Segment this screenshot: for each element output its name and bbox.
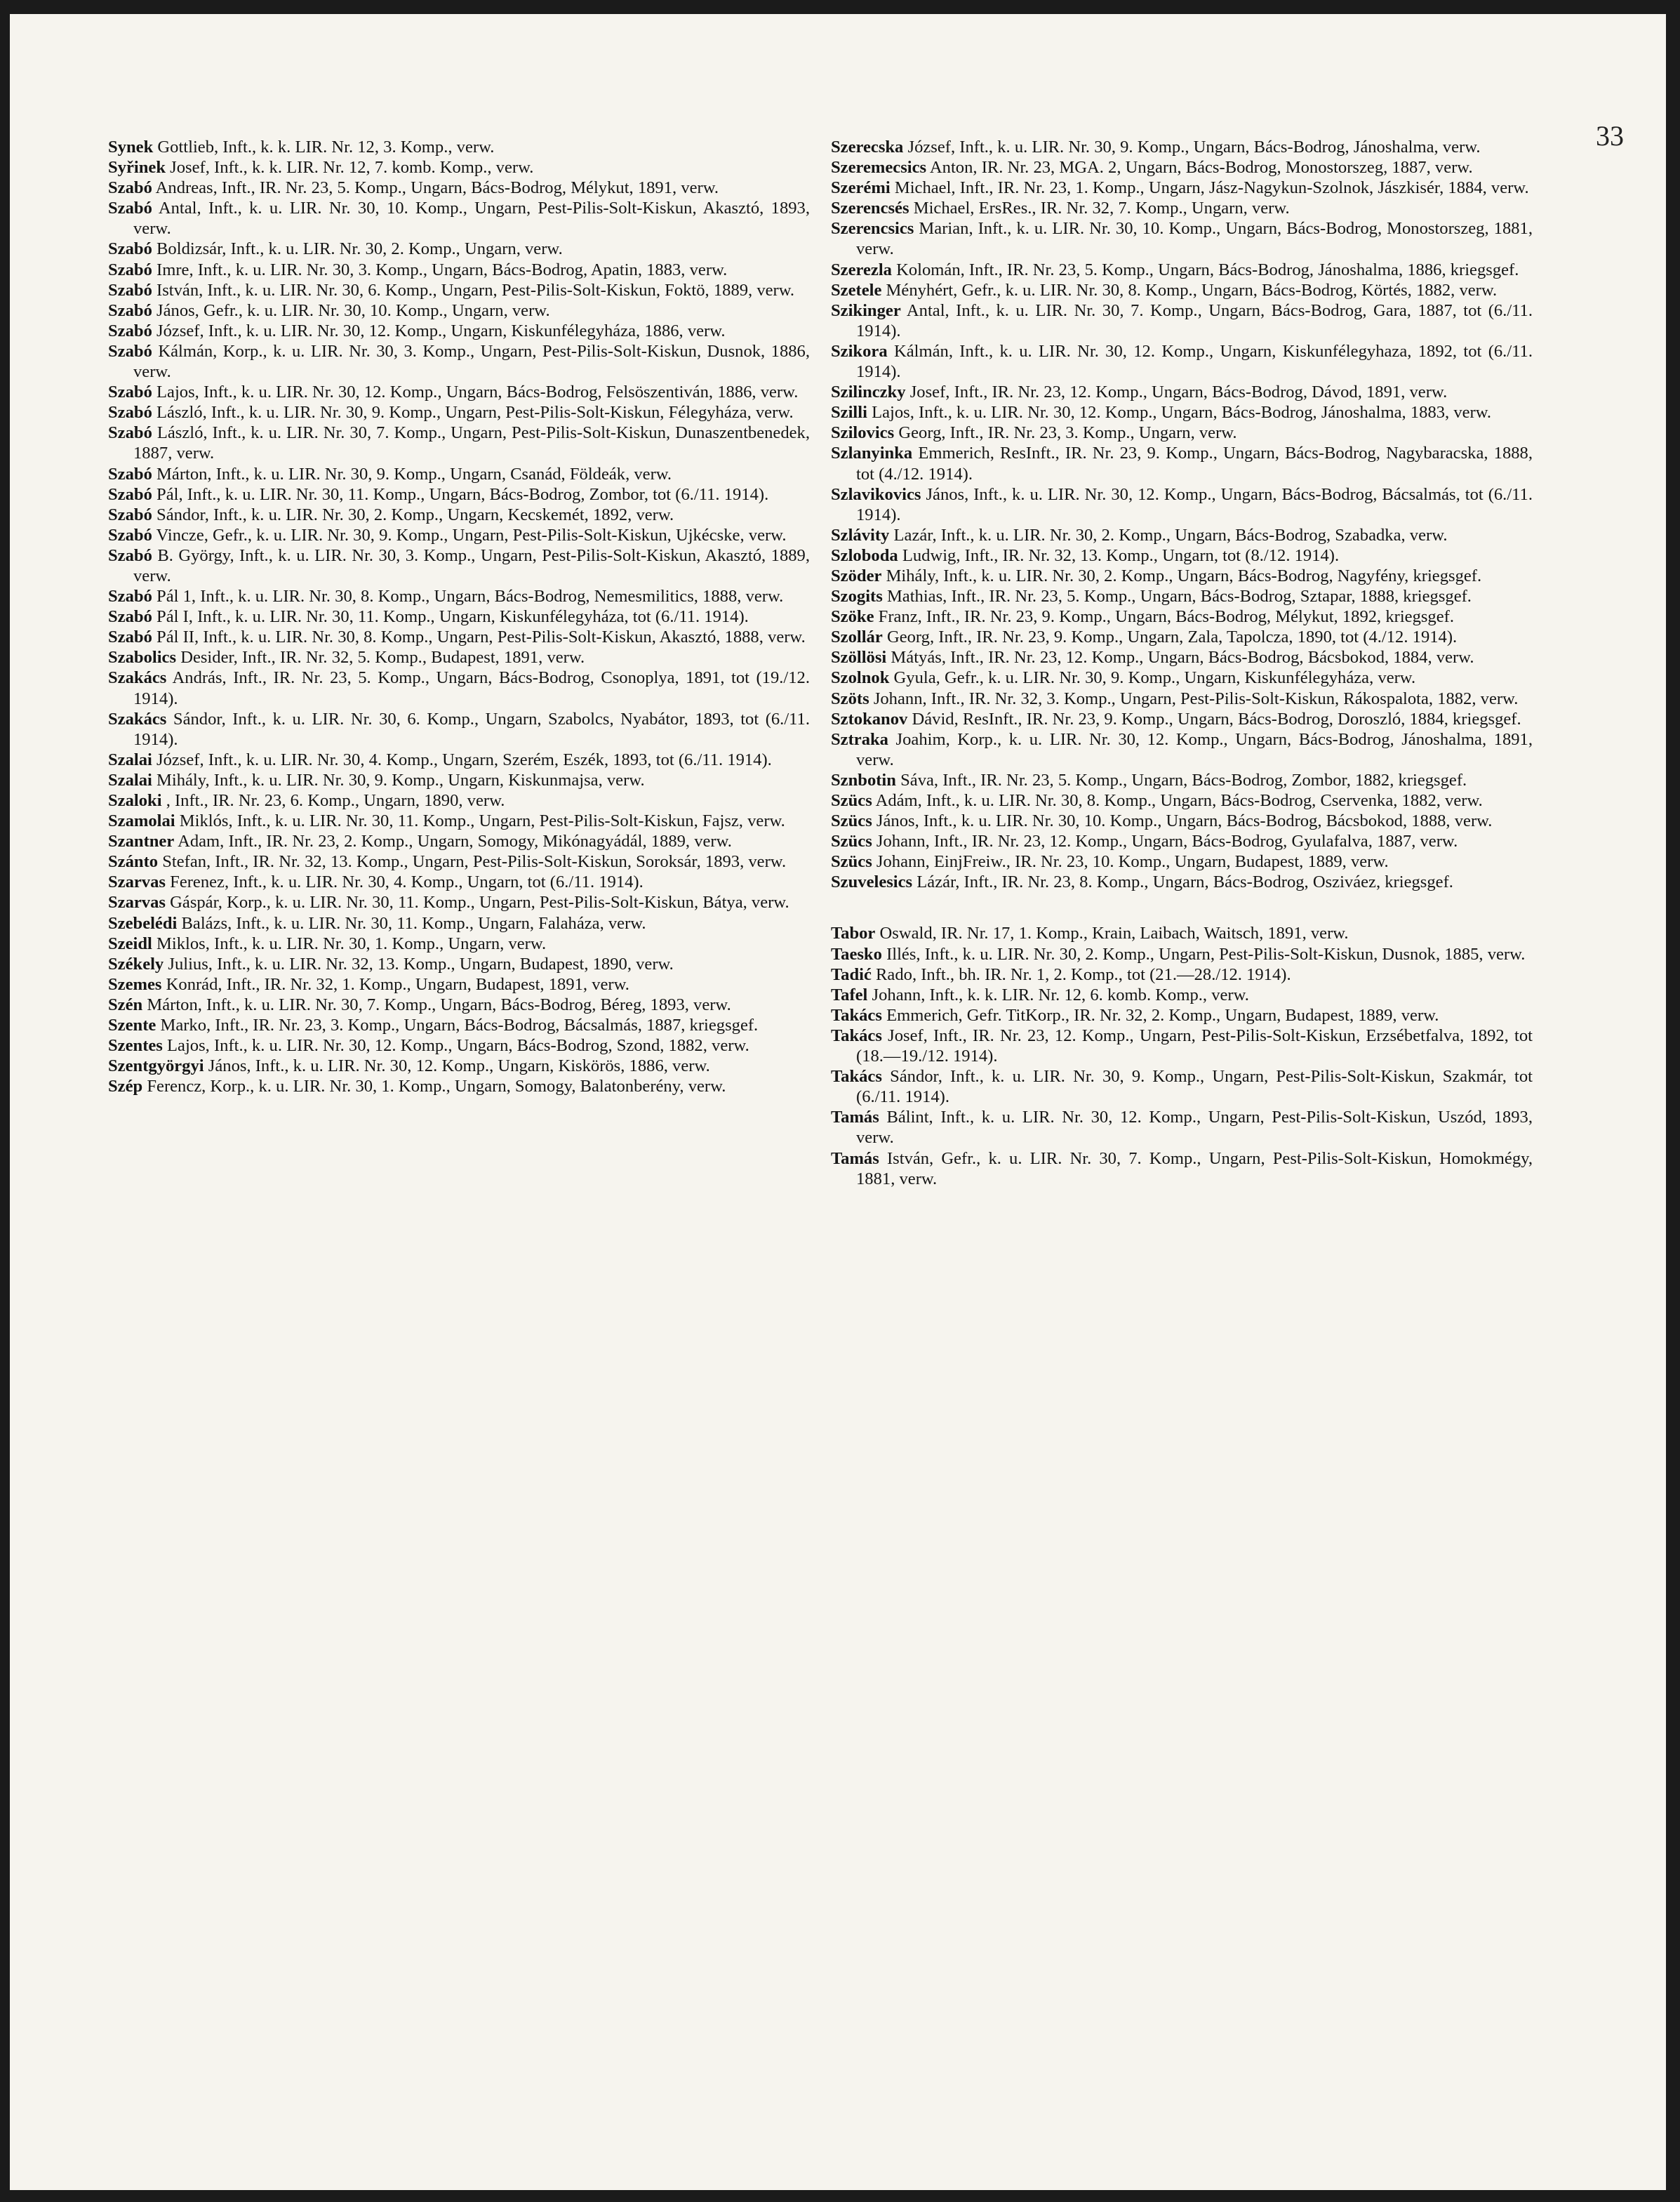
register-entry (831, 985, 1533, 1005)
entry-surname: Szikinger (831, 300, 901, 320)
register-entry (108, 525, 810, 545)
register-entry (108, 750, 810, 770)
entry-surname: Takács (831, 1026, 882, 1045)
register-entry (831, 668, 1533, 688)
entry-details: Sándor, Inft., k. u. LIR. Nr. 30, 9. Komp., Ungarn, Pest-Pilis-Solt-Kiskun, Szakmár, tot (6./11. 1914). (856, 1067, 1533, 1107)
entry-details: János, Inft., k. u. LIR. Nr. 30, 10. Komp., Ungarn, Bács-Bodrog, Bácsbokod, 1888, verw. (876, 811, 1493, 831)
entry-details: Balázs, Inft., k. u. LIR. Nr. 30, 11. Komp., Ungarn, Falaháza, verw. (181, 913, 646, 933)
register-entry (831, 545, 1533, 566)
entry-surname: Székely (108, 954, 164, 974)
entry-details: Pál 1, Inft., k. u. LIR. Nr. 30, 8. Komp., Ungarn, Bács-Bodrog, Nemesmilitics, 1888, verw. (156, 587, 784, 606)
register-entry (108, 137, 810, 157)
entry-surname: Szabolics (108, 648, 177, 668)
entry-details: Lajos, Inft., k. u. LIR. Nr. 30, 12. Komp., Ungarn, Bács-Bodrog, Felsöszentiván, 1886, verw. (156, 383, 799, 402)
entry-details: , Inft., IR. Nr. 23, 6. Komp., Ungarn, 1890, verw. (166, 791, 505, 810)
entry-details: Adám, Inft., k. u. LIR. Nr. 30, 8. Komp., Ungarn, Bács-Bodrog, Cservenka, 1882, verw. (875, 791, 1483, 810)
register-entry (108, 260, 810, 280)
entry-surname: Taesko (831, 944, 882, 964)
entry-details: Johann, Inft., IR. Nr. 32, 3. Komp., Ungarn, Pest-Pilis-Solt-Kiskun, Rákospalota, 1882, verw. (873, 689, 1519, 708)
entry-details: Konrád, Inft., IR. Nr. 32, 1. Komp., Ungarn, Budapest, 1891, verw. (166, 974, 629, 994)
document-page (10, 14, 1666, 2190)
entry-surname: Takács (831, 1005, 882, 1025)
register-entry (831, 566, 1533, 586)
entry-surname: Szabó (108, 423, 152, 443)
entry-surname: Szemes (108, 974, 162, 994)
register-entry (108, 934, 810, 954)
entry-surname: Sznbotin (831, 770, 896, 790)
register-entry (831, 831, 1533, 851)
entry-surname: Szeidl (108, 934, 152, 953)
entry-surname: Szabó (108, 199, 152, 218)
entry-details: László, Inft., k. u. LIR. Nr. 30, 9. Komp., Ungarn, Pest-Pilis-Solt-Kiskun, Félegyháza, verw. (156, 403, 794, 423)
entry-details: Gottlieb, Inft., k. k. LIR. Nr. 12, 3. Komp., verw. (157, 138, 495, 157)
entry-surname: Szerémi (831, 178, 891, 198)
register-entry (831, 198, 1533, 218)
entry-surname: Szlanyinka (831, 444, 913, 463)
entry-details: Kolomán, Inft., IR. Nr. 23, 5. Komp., Ungarn, Bács-Bodrog, Jánoshalma, 1886, kriegsgef. (896, 260, 1519, 279)
entry-surname: Szücs (831, 791, 872, 810)
entry-surname: Szarvas (108, 873, 166, 892)
page-number: 33 (1596, 120, 1624, 152)
entry-details: József, Inft., k. u. LIR. Nr. 30, 9. Komp., Ungarn, Bács-Bodrog, Jánoshalma, verw. (907, 138, 1481, 157)
entry-details: Lajos, Inft., k. u. LIR. Nr. 30, 12. Komp., Ungarn, Bács-Bodrog, Jánoshalma, 1883, verw. (872, 403, 1492, 423)
entry-details: Sáva, Inft., IR. Nr. 23, 5. Komp., Ungarn, Bács-Bodrog, Zombor, 1882, kriegsgef. (900, 770, 1467, 790)
entry-surname: Szöllösi (831, 648, 887, 668)
entry-surname: Tamás (831, 1108, 879, 1127)
entry-details: Kálmán, Korp., k. u. LIR. Nr. 30, 3. Komp., Ungarn, Pest-Pilis-Solt-Kiskun, Dusnok, 1886, verw. (133, 341, 810, 382)
entry-details: József, Inft., k. u. LIR. Nr. 30, 4. Komp., Ungarn, Szerém, Eszék, 1893, tot (6./11. 1914). (156, 750, 772, 769)
register-entry (108, 402, 810, 423)
entry-surname: Szerecska (831, 138, 904, 157)
entry-surname: Syřinek (108, 158, 166, 178)
entry-details: Michael, Inft., IR. Nr. 23, 1. Komp., Ungarn, Jász-Nagykun-Szolnok, Jászkisér, 1884, verw. (894, 178, 1529, 198)
register-entry (108, 790, 810, 811)
entry-surname: Sztraka (831, 729, 888, 749)
entry-surname: Szalai (108, 770, 152, 790)
register-entry (108, 770, 810, 790)
entry-details: István, Gefr., k. u. LIR. Nr. 30, 7. Komp., Ungarn, Pest-Pilis-Solt-Kiskun, Homokmégy, 1881, verw. (856, 1148, 1533, 1188)
register-entry (831, 382, 1533, 402)
register-entry (108, 892, 810, 913)
entry-details: Johann, EinjFreiw., IR. Nr. 23, 10. Komp., Ungarn, Budapest, 1889, verw. (876, 852, 1389, 872)
entry-details: János, Gefr., k. u. LIR. Nr. 30, 10. Komp., Ungarn, verw. (156, 300, 550, 320)
entry-surname: Szücs (831, 832, 872, 851)
entry-details: Desider, Inft., IR. Nr. 32, 5. Komp., Budapest, 1891, verw. (180, 648, 585, 668)
entry-details: Vincze, Gefr., k. u. LIR. Nr. 30, 9. Komp., Ungarn, Pest-Pilis-Solt-Kiskun, Ujkécske, verw. (156, 525, 787, 545)
register-entry (108, 484, 810, 505)
entry-details: Pál II, Inft., k. u. LIR. Nr. 30, 8. Komp., Ungarn, Pest-Pilis-Solt-Kiskun, Akasztó, 1888, verw. (156, 628, 806, 647)
entry-details: Andreas, Inft., IR. Nr. 23, 5. Komp., Ungarn, Bács-Bodrog, Mélykut, 1891, verw. (155, 178, 719, 198)
register-entry (831, 689, 1533, 709)
entry-details: B. György, Inft., k. u. LIR. Nr. 30, 3. Komp., Ungarn, Pest-Pilis-Solt-Kiskun, Akasztó, 1889, verw. (133, 545, 811, 585)
entry-surname: Szloboda (831, 545, 898, 565)
register-entry (108, 606, 810, 627)
register-entry (108, 545, 810, 586)
register-entry (108, 586, 810, 606)
register-entry (108, 709, 810, 750)
register-entry (831, 218, 1533, 259)
entry-details: Ludwig, Inft., IR. Nr. 32, 13. Komp., Ungarn, tot (8./12. 1914). (902, 545, 1340, 565)
register-entry (831, 1107, 1533, 1148)
entry-surname: Takács (831, 1067, 882, 1087)
register-entry (831, 280, 1533, 300)
register-entry (108, 1076, 810, 1096)
entry-details: Dávid, ResInft., IR. Nr. 23, 9. Komp., Ungarn, Bács-Bodrog, Doroszló, 1884, kriegsgef. (912, 709, 1521, 729)
entry-surname: Szikora (831, 341, 888, 361)
entry-surname: Szabó (108, 300, 152, 320)
entry-details: Márton, Inft., k. u. LIR. Nr. 30, 7. Komp., Ungarn, Bács-Bodrog, Béreg, 1893, verw. (147, 995, 731, 1014)
register-entry (108, 198, 810, 239)
entry-details: Boldizsár, Inft., k. u. LIR. Nr. 30, 2. Komp., Ungarn, verw. (156, 239, 563, 259)
entry-surname: Szücs (831, 811, 872, 831)
entry-surname: Szén (108, 995, 143, 1014)
entry-surname: Szöts (831, 689, 869, 708)
register-entry (108, 178, 810, 198)
entry-details: Imre, Inft., k. u. LIR. Nr. 30, 3. Komp., Ungarn, Bács-Bodrog, Apatin, 1883, verw. (156, 260, 728, 279)
register-entry (108, 321, 810, 341)
entry-surname: Tadić (831, 964, 872, 984)
register-entry (831, 300, 1533, 341)
register-entry (831, 260, 1533, 280)
entry-details: Pál, Inft., k. u. LIR. Nr. 30, 11. Komp., Ungarn, Bács-Bodrog, Zombor, tot (6./11. 1914). (156, 484, 769, 504)
entry-surname: Szaloki (108, 791, 162, 810)
entry-surname: Szolnok (831, 668, 890, 688)
entry-surname: Szilinczky (831, 383, 906, 402)
entry-details: András, Inft., IR. Nr. 23, 5. Komp., Ungarn, Bács-Bodrog, Csonoplya, 1891, tot (19./12. 1914). (133, 668, 810, 708)
entry-details: István, Inft., k. u. LIR. Nr. 30, 6. Komp., Ungarn, Pest-Pilis-Solt-Kiskun, Foktö, 1889, verw. (156, 280, 795, 300)
entry-details: Joahim, Korp., k. u. LIR. Nr. 30, 12. Komp., Ungarn, Bács-Bodrog, Jánoshalma, 1891, verw. (856, 729, 1533, 769)
register-entry (831, 709, 1533, 729)
entry-surname: Szakács (108, 668, 167, 688)
entry-details: Julius, Inft., k. u. LIR. Nr. 32, 13. Komp., Ungarn, Budapest, 1890, verw. (168, 954, 674, 974)
register-entry (831, 851, 1533, 872)
register-entry (831, 944, 1533, 964)
entry-details: Mátyás, Inft., IR. Nr. 23, 12. Komp., Ungarn, Bács-Bodrog, Bácsbokod, 1884, verw. (891, 648, 1474, 668)
entry-details: Anton, IR. Nr. 23, MGA. 2, Ungarn, Bács-Bodrog, Monostorszeg, 1887, verw. (929, 158, 1473, 178)
register-entry (108, 464, 810, 484)
entry-details: Antal, Inft., k. u. LIR. Nr. 30, 10. Komp., Ungarn, Pest-Pilis-Solt-Kiskun, Akasztó, 1893, verw. (133, 199, 810, 239)
entry-details: Franz, Inft., IR. Nr. 23, 9. Komp., Ungarn, Bács-Bodrog, Mélykut, 1892, kriegsgef. (878, 607, 1454, 627)
entry-surname: Szabó (108, 587, 152, 606)
entry-surname: Szeremecsics (831, 158, 927, 178)
entry-details: László, Inft., k. u. LIR. Nr. 30, 7. Komp., Ungarn, Pest-Pilis-Solt-Kiskun, Dunaszentbenedek, 1887, verw. (133, 423, 810, 463)
entry-details: Ferenez, Inft., k. u. LIR. Nr. 30, 4. Komp., Ungarn, tot (6./11. 1914). (170, 873, 644, 892)
register-entry (831, 341, 1533, 382)
entry-details: Rado, Inft., bh. IR. Nr. 1, 2. Komp., tot (21.—28./12. 1914). (876, 964, 1291, 984)
entry-surname: Szabó (108, 464, 152, 484)
register-entry (831, 178, 1533, 198)
register-entry (831, 647, 1533, 668)
entry-surname: Szerencsics (831, 219, 914, 239)
register-entry (831, 525, 1533, 545)
register-entry (831, 443, 1533, 484)
entry-details: Emmerich, Gefr. TitKorp., IR. Nr. 32, 2. Komp., Ungarn, Budapest, 1889, verw. (886, 1005, 1439, 1025)
register-entry (108, 382, 810, 402)
register-entry (831, 790, 1533, 811)
entry-surname: Szabó (108, 607, 152, 627)
register-entry (831, 770, 1533, 790)
entry-surname: Szabó (108, 341, 152, 361)
register-entry (108, 995, 810, 1015)
register-entry (831, 1026, 1533, 1066)
register-entry (831, 811, 1533, 831)
entry-surname: Tafel (831, 985, 868, 1004)
register-entry (831, 964, 1533, 985)
register-entry (831, 137, 1533, 157)
entry-details: Josef, Inft., IR. Nr. 23, 12. Komp., Ungarn, Bács-Bodrog, Dávod, 1891, verw. (909, 383, 1448, 402)
entry-details: Márton, Inft., k. u. LIR. Nr. 30, 9. Komp., Ungarn, Csanád, Földeák, verw. (156, 464, 672, 484)
entry-details: Antal, Inft., k. u. LIR. Nr. 30, 7. Komp., Ungarn, Bács-Bodrog, Gara, 1887, tot (6./11. 1914). (856, 300, 1533, 340)
register-entry (108, 505, 810, 525)
entry-details: Emmerich, ResInft., IR. Nr. 23, 9. Komp., Ungarn, Bács-Bodrog, Nagybaracska, 1888, tot (4./12. 1914). (856, 444, 1533, 484)
entry-surname: Szabó (108, 239, 152, 259)
register-entry (108, 811, 810, 831)
entry-surname: Szép (108, 1077, 143, 1096)
entry-surname: Szalai (108, 750, 152, 769)
entry-surname: Szabó (108, 628, 152, 647)
entry-details: Lázár, Inft., IR. Nr. 23, 8. Komp., Ungarn, Bács-Bodrog, Osziváez, kriegsgef. (916, 873, 1453, 892)
register-entry (108, 831, 810, 851)
register-entry (108, 851, 810, 872)
entry-surname: Szlavikovics (831, 484, 921, 504)
register-entry (108, 239, 810, 259)
entry-surname: Szöke (831, 607, 874, 627)
entry-details: Gyula, Gefr., k. u. LIR. Nr. 30, 9. Komp., Ungarn, Kiskunfélegyháza, verw. (893, 668, 1416, 688)
entry-details: Stefan, Inft., IR. Nr. 32, 13. Komp., Ungarn, Pest-Pilis-Solt-Kiskun, Soroksár, 1893, verw. (162, 852, 787, 872)
entry-details: Marko, Inft., IR. Nr. 23, 3. Komp., Ungarn, Bács-Bodrog, Bácsalmás, 1887, kriegsgef. (160, 1016, 759, 1035)
register-entry (108, 300, 810, 321)
entry-details: Lazár, Inft., k. u. LIR. Nr. 30, 2. Komp., Ungarn, Bács-Bodrog, Szabadka, verw. (893, 525, 1448, 545)
entry-surname: Szakács (108, 709, 167, 729)
entry-details: Sándor, Inft., k. u. LIR. Nr. 30, 2. Komp., Ungarn, Kecskemét, 1892, verw. (156, 505, 674, 524)
register-entry (108, 1015, 810, 1035)
register-entry (831, 402, 1533, 423)
entry-surname: Szlávity (831, 525, 890, 545)
entry-details: Michael, ErsRes., IR. Nr. 32, 7. Komp., Ungarn, verw. (913, 199, 1290, 218)
register-entry (108, 1056, 810, 1076)
entry-surname: Szente (108, 1016, 156, 1035)
register-entry (831, 586, 1533, 606)
entry-surname: Szabó (108, 525, 152, 545)
entry-details: Adam, Inft., IR. Nr. 23, 2. Komp., Ungarn, Somogy, Mikónagyádál, 1889, verw. (178, 832, 732, 851)
entry-surname: Szücs (831, 852, 872, 872)
entry-details: Josef, Inft., k. k. LIR. Nr. 12, 7. komb. Komp., verw. (170, 158, 534, 178)
entry-details: Sándor, Inft., k. u. LIR. Nr. 30, 6. Komp., Ungarn, Szabolcs, Nyabátor, 1893, tot (6./11. 1914). (133, 709, 810, 749)
entry-surname: Szabó (108, 484, 152, 504)
entry-surname: Szentgyörgyi (108, 1056, 204, 1076)
entry-details: József, Inft., k. u. LIR. Nr. 30, 12. Komp., Ungarn, Kiskunfélegyháza, 1886, verw. (156, 321, 726, 340)
entry-surname: Szilovics (831, 423, 895, 443)
register-entry (831, 627, 1533, 647)
entry-surname: Szabó (108, 178, 152, 198)
entry-details: Mihály, Inft., k. u. LIR. Nr. 30, 2. Komp., Ungarn, Bács-Bodrog, Nagyfény, kriegsgef. (886, 566, 1482, 585)
entry-details: Illés, Inft., k. u. LIR. Nr. 30, 2. Komp., Ungarn, Pest-Pilis-Solt-Kiskun, Dusnok, 1885, verw. (886, 944, 1526, 964)
entry-details: Georg, Inft., IR. Nr. 23, 3. Komp., Ungarn, verw. (898, 423, 1237, 443)
entry-details: Mathias, Inft., IR. Nr. 23, 5. Komp., Ungarn, Bács-Bodrog, Sztapar, 1888, kriegsgef. (886, 587, 1472, 606)
entry-surname: Szebelédi (108, 913, 178, 933)
register-entry (108, 954, 810, 974)
register-entry (108, 157, 810, 178)
register-entry (108, 280, 810, 300)
entry-surname: Szentes (108, 1036, 163, 1056)
entry-surname: Szánto (108, 852, 159, 872)
entry-surname: Szerezla (831, 260, 892, 279)
entry-details: Ferencz, Korp., k. u. LIR. Nr. 30, 1. Komp., Ungarn, Somogy, Balatonberény, verw. (147, 1077, 726, 1096)
entry-details: Marian, Inft., k. u. LIR. Nr. 30, 10. Komp., Ungarn, Bács-Bodrog, Monostorszeg, 1881, verw. (856, 219, 1533, 259)
entry-surname: Szantner (108, 832, 175, 851)
register-entry (831, 1148, 1533, 1189)
left-column (108, 137, 810, 1096)
entry-surname: Szilli (831, 403, 867, 423)
entry-surname: Synek (108, 138, 154, 157)
entry-details: Gáspár, Korp., k. u. LIR. Nr. 30, 11. Komp., Ungarn, Pest-Pilis-Solt-Kiskun, Bátya, verw. (170, 893, 789, 913)
entry-details: Miklos, Inft., k. u. LIR. Nr. 30, 1. Komp., Ungarn, verw. (156, 934, 547, 953)
entry-surname: Szöder (831, 566, 882, 585)
entry-details: Kálmán, Inft., k. u. LIR. Nr. 30, 12. Komp., Ungarn, Kiskunfélegyhaza, 1892, tot (6./11. 1914). (856, 341, 1533, 382)
entry-surname: Szollár (831, 628, 883, 647)
entry-details: Bálint, Inft., k. u. LIR. Nr. 30, 12. Komp., Ungarn, Pest-Pilis-Solt-Kiskun, Uszód, 1893, verw. (856, 1108, 1533, 1148)
register-entry (108, 974, 810, 995)
entry-details: Ményhért, Gefr., k. u. LIR. Nr. 30, 8. Komp., Ungarn, Bács-Bodrog, Körtés, 1882, verw. (886, 280, 1498, 300)
register-entry (831, 1005, 1533, 1026)
register-entry (831, 157, 1533, 178)
register-entry (108, 647, 810, 668)
entry-surname: Szabó (108, 505, 152, 524)
entry-surname: Szabó (108, 321, 152, 340)
entry-surname: Szabó (108, 403, 152, 423)
register-entry (831, 1066, 1533, 1107)
register-entry (831, 872, 1533, 892)
entry-details: Lajos, Inft., k. u. LIR. Nr. 30, 12. Komp., Ungarn, Bács-Bodrog, Szond, 1882, verw. (167, 1036, 749, 1056)
entry-details: Josef, Inft., IR. Nr. 23, 12. Komp., Ungarn, Pest-Pilis-Solt-Kiskun, Erzsébetfalva, 1892, tot (18.—19./12. 1914). (856, 1026, 1533, 1066)
entry-surname: Tabor (831, 924, 876, 943)
entry-surname: Sztokanov (831, 709, 908, 729)
register-entry (831, 423, 1533, 443)
entry-details: Miklós, Inft., k. u. LIR. Nr. 30, 11. Komp., Ungarn, Pest-Pilis-Solt-Kiskun, Fajsz, verw. (179, 811, 785, 831)
entry-surname: Tamás (831, 1148, 879, 1168)
register-entry (108, 668, 810, 708)
entry-surname: Szuvelesics (831, 873, 913, 892)
entry-details: Johann, Inft., k. k. LIR. Nr. 12, 6. komb. Komp., verw. (872, 985, 1249, 1004)
register-entry (831, 484, 1533, 525)
register-entry (831, 606, 1533, 627)
entry-surname: Szabó (108, 545, 152, 565)
entry-surname: Szarvas (108, 893, 166, 913)
entry-details: Johann, Inft., IR. Nr. 23, 12. Komp., Ungarn, Bács-Bodrog, Gyulafalva, 1887, verw. (876, 832, 1458, 851)
entry-details: János, Inft., k. u. LIR. Nr. 30, 12. Komp., Ungarn, Kiskörös, 1886, verw. (208, 1056, 710, 1076)
entry-details: Pál I, Inft., k. u. LIR. Nr. 30, 11. Komp., Ungarn, Kiskunfélegyháza, tot (6./11. 1914). (156, 607, 749, 627)
entry-surname: Szabó (108, 383, 152, 402)
register-entry (108, 423, 810, 463)
entry-surname: Szabó (108, 280, 152, 300)
entry-details: Georg, Inft., IR. Nr. 23, 9. Komp., Ungarn, Zala, Tapolcza, 1890, tot (4./12. 1914). (886, 628, 1458, 647)
register-entry (108, 1035, 810, 1056)
entry-surname: Szetele (831, 280, 882, 300)
register-entry (108, 872, 810, 892)
register-entry (831, 923, 1533, 943)
register-entry (831, 729, 1533, 770)
entry-surname: Szamolai (108, 811, 175, 831)
entry-surname: Szerencsés (831, 199, 909, 218)
register-entry (108, 341, 810, 382)
entry-surname: Szogits (831, 587, 883, 606)
entry-details: Oswald, IR. Nr. 17, 1. Komp., Krain, Laibach, Waitsch, 1891, verw. (879, 924, 1349, 943)
right-column (831, 137, 1533, 1189)
entry-details: Mihály, Inft., k. u. LIR. Nr. 30, 9. Komp., Ungarn, Kiskunmajsa, verw. (156, 770, 645, 790)
entry-details: János, Inft., k. u. LIR. Nr. 30, 12. Komp., Ungarn, Bács-Bodrog, Bácsalmás, tot (6./11. 1914). (856, 484, 1533, 524)
register-entry (108, 627, 810, 647)
register-entry (108, 913, 810, 934)
entry-surname: Szabó (108, 260, 152, 279)
